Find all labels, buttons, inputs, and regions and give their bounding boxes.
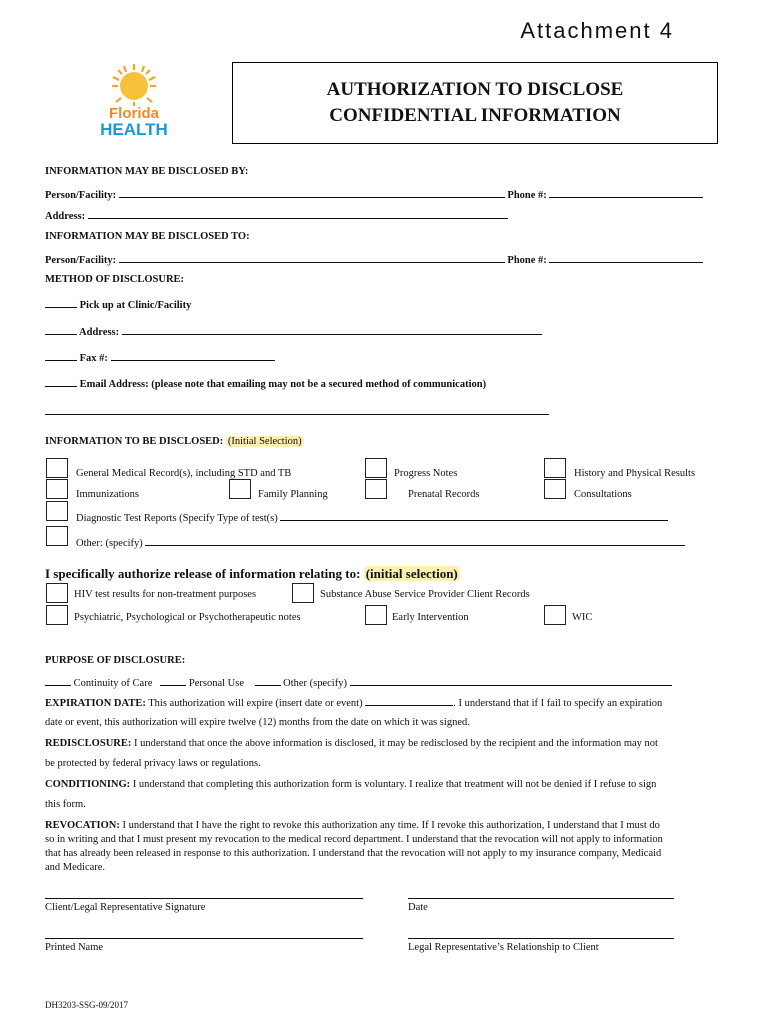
personal-initial-field[interactable] <box>160 676 186 686</box>
family-planning-label: Family Planning <box>258 489 328 500</box>
date-label: Date <box>408 902 428 913</box>
date-line[interactable] <box>408 898 674 899</box>
expiration-text-3: date or event, this authorization will expire twelve (12) months from the date on which it was signed. <box>45 717 470 728</box>
substance-abuse-label: Substance Abuse Service Provider Client Records <box>320 589 530 600</box>
relationship-line[interactable] <box>408 938 674 939</box>
form-title-box <box>232 62 718 144</box>
other-purpose-label: Other (specify) <box>283 678 347 689</box>
redisclosure-text-2: be protected by federal privacy laws or regulations. <box>45 758 261 769</box>
by-phone-label: Phone #: <box>507 190 547 201</box>
email-initial-field[interactable] <box>45 377 77 387</box>
other-info-checkbox[interactable] <box>46 526 68 546</box>
prenatal-records-checkbox[interactable] <box>365 479 387 499</box>
other-info-label: Other: (specify) <box>76 538 143 549</box>
client-signature-line[interactable] <box>45 898 363 899</box>
by-person-field[interactable] <box>119 188 505 198</box>
to-phone-label: Phone #: <box>507 255 547 266</box>
revocation-text-1: I understand that I have the right to revoke this authorization any time. If I revoke this authorization, I understand that I must do <box>122 820 660 831</box>
expiration-date-field[interactable] <box>365 696 453 706</box>
address-initial-field[interactable] <box>45 325 77 335</box>
consultations-checkbox[interactable] <box>544 479 566 499</box>
printed-name-line[interactable] <box>45 938 363 939</box>
method-heading: METHOD OF DISCLOSURE: <box>45 274 185 285</box>
personal-label: Personal Use <box>188 678 244 689</box>
wic-label: WIC <box>572 612 593 623</box>
early-intervention-label: Early Intervention <box>392 612 469 623</box>
psych-notes-label: Psychiatric, Psychological or Psychotherapeutic notes <box>74 612 301 623</box>
diagnostic-tests-field[interactable] <box>280 511 668 521</box>
logo-health-text: HEALTH <box>100 120 168 139</box>
early-intervention-checkbox[interactable] <box>365 605 387 625</box>
consultations-label: Consultations <box>574 489 632 500</box>
diagnostic-tests-label: Diagnostic Test Reports (Specify Type of test(s) <box>76 513 278 524</box>
conditioning-text-1: I understand that completing this authorization form is voluntary. I realize that treatment will not be denied if I refuse to sign <box>132 779 657 790</box>
form-id: DH3203-SSG-09/2017 <box>45 1000 129 1010</box>
revocation-label: REVOCATION: <box>45 820 120 831</box>
continuity-label: Continuity of Care <box>73 678 153 689</box>
redisclosure-label: REDISCLOSURE: <box>45 738 132 749</box>
substance-abuse-checkbox[interactable] <box>292 583 314 603</box>
history-physical-checkbox[interactable] <box>544 458 566 478</box>
disclosed-by-heading: INFORMATION MAY BE DISCLOSED BY: <box>45 166 249 177</box>
general-record-label: General Medical Record(s), including STD and TB <box>76 468 292 479</box>
other-info-field[interactable] <box>145 536 685 546</box>
release-initial-note: (initial selection) <box>365 566 458 581</box>
psych-notes-checkbox[interactable] <box>46 605 68 625</box>
hiv-label: HIV test results for non-treatment purposes <box>74 589 257 600</box>
pickup-initial-field[interactable] <box>45 298 77 308</box>
continuity-initial-field[interactable] <box>45 676 71 686</box>
by-phone-field[interactable] <box>549 188 703 198</box>
history-physical-label: History and Physical Results <box>574 468 696 479</box>
conditioning-label: CONDITIONING: <box>45 779 131 790</box>
client-signature-label: Client/Legal Representative Signature <box>45 902 206 913</box>
family-planning-checkbox[interactable] <box>229 479 251 499</box>
expiration-text-2: . I understand that if I fail to specify an expiration <box>453 698 663 709</box>
logo-florida-text: Florida <box>108 105 160 122</box>
relationship-label: Legal Representative’s Relationship to Client <box>408 942 599 953</box>
email-address-field[interactable] <box>45 404 549 415</box>
attachment-label: Attachment 4 <box>520 18 674 43</box>
wic-checkbox[interactable] <box>544 605 566 625</box>
by-address-field[interactable] <box>88 209 508 219</box>
expiration-text-1: This authorization will expire (insert date or event) <box>148 698 363 709</box>
purpose-heading: PURPOSE OF DISCLOSURE: <box>45 655 186 666</box>
florida-health-logo <box>94 62 174 142</box>
disclosed-to-heading: INFORMATION MAY BE DISCLOSED TO: <box>45 231 250 242</box>
hiv-checkbox[interactable] <box>46 583 68 603</box>
fax-field[interactable] <box>111 351 275 361</box>
expiration-label: EXPIRATION DATE: <box>45 698 146 709</box>
conditioning-text-2: this form. <box>45 799 86 810</box>
to-person-label: Person/Facility: <box>45 255 117 266</box>
fax-label: Fax #: <box>79 353 108 364</box>
release-heading: I specifically authorize release of information relating to: <box>45 566 361 581</box>
progress-notes-label: Progress Notes <box>394 468 458 479</box>
method-address-label: Address: <box>79 327 120 338</box>
redisclosure-text-1: I understand that once the above information is disclosed, it may be redisclosed by the recipient and the information may not <box>133 738 658 749</box>
info-heading: INFORMATION TO BE DISCLOSED: <box>45 436 224 447</box>
immunizations-label: Immunizations <box>76 489 139 500</box>
fax-initial-field[interactable] <box>45 351 77 361</box>
diagnostic-tests-checkbox[interactable] <box>46 501 68 521</box>
by-person-label: Person/Facility: <box>45 190 117 201</box>
printed-name-label: Printed Name <box>45 942 104 953</box>
prenatal-records-label: Prenatal Records <box>408 489 480 500</box>
other-purpose-initial-field[interactable] <box>255 676 281 686</box>
general-record-checkbox[interactable] <box>46 458 68 478</box>
by-address-label: Address: <box>45 211 86 222</box>
to-phone-field[interactable] <box>549 253 703 263</box>
other-purpose-field[interactable] <box>350 676 672 686</box>
revocation-text-3: that has already been released in response to this authorization. I understand that the revocation will not apply to my insurance company, Medicaid <box>45 848 662 859</box>
revocation-text-4: and Medicare. <box>45 862 106 873</box>
email-label: Email Address: (please note that emailing may not be a secured method of communication) <box>79 379 487 390</box>
method-address-field[interactable] <box>122 325 542 335</box>
title-line-1: AUTHORIZATION TO DISCLOSE <box>326 79 624 100</box>
info-initial-note: (Initial Selection) <box>227 436 302 447</box>
progress-notes-checkbox[interactable] <box>365 458 387 478</box>
sun-icon <box>112 64 156 106</box>
immunizations-checkbox[interactable] <box>46 479 68 499</box>
to-person-field[interactable] <box>119 253 505 263</box>
title-line-2: CONFIDENTIAL INFORMATION <box>329 105 621 126</box>
pickup-label: Pick up at Clinic/Facility <box>79 300 192 311</box>
revocation-text-2: so in writing and that I must present my revocation to the medical record department. I understand that the revocation will not apply to information <box>45 834 663 845</box>
